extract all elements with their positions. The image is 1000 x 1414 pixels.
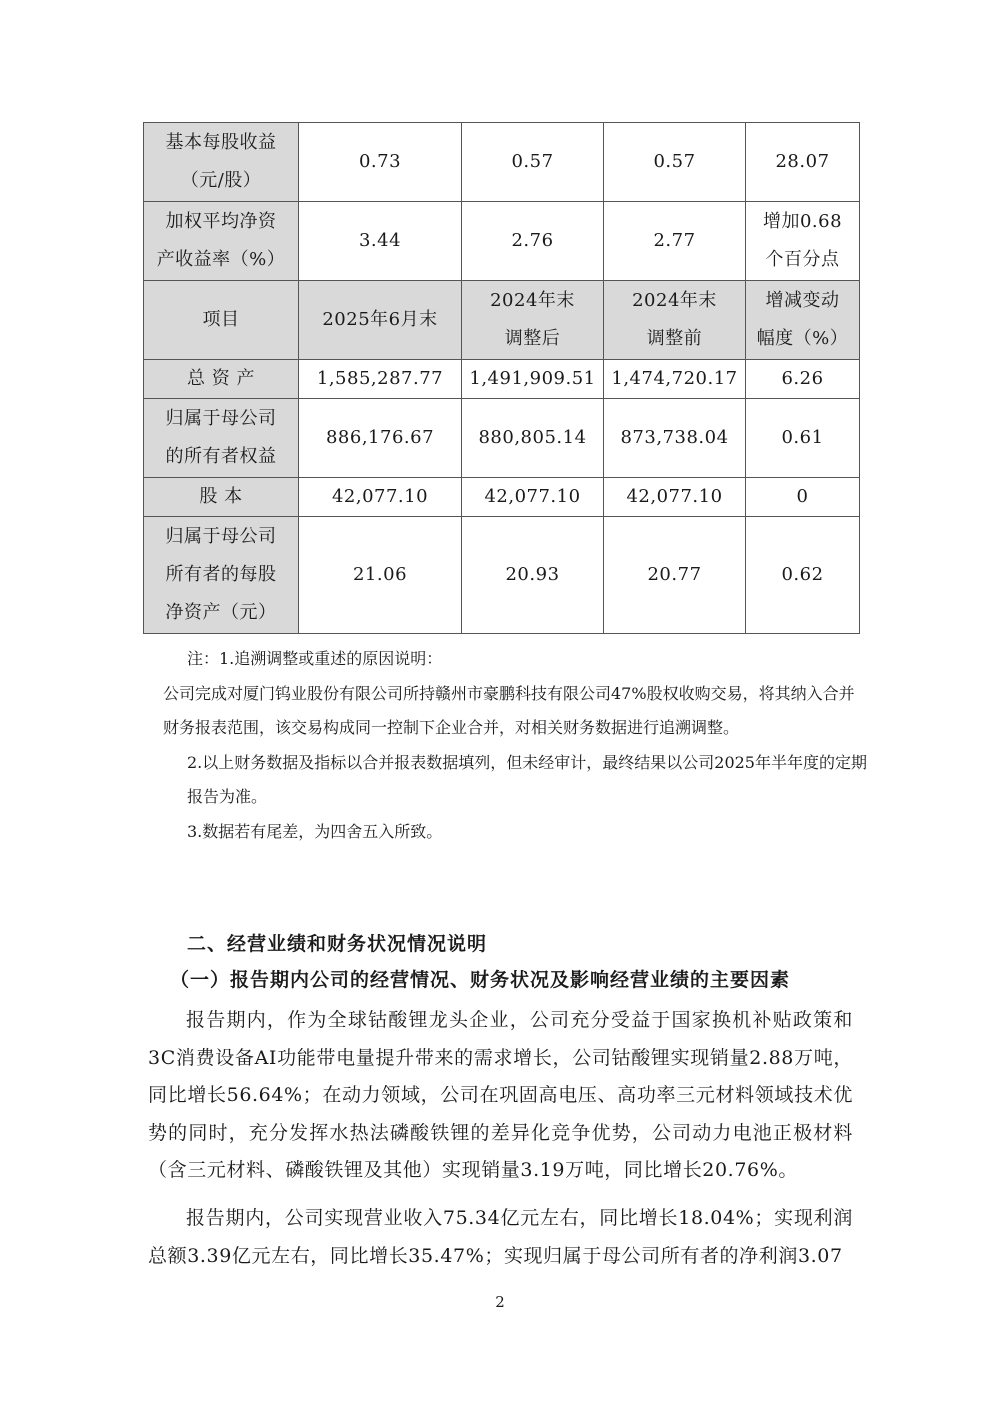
table-cell: 6.26 <box>746 360 860 399</box>
table-row <box>144 202 860 281</box>
note-2: 2.以上财务数据及指标以合并报表数据填列，但未经审计，最终结果以公司2025年半年度的定期报告为准。 <box>187 752 867 806</box>
table-cell: 0.62 <box>746 517 860 634</box>
table-cell: 28.07 <box>746 123 860 202</box>
paragraph-2: 报告期内，公司实现营业收入75.34亿元左右，同比增长18.04%；实现利润总额3.39亿元左右，同比增长35.47%；实现归属于母公司所有者的净利润3.07 <box>148 1207 853 1267</box>
header-col4: 增减变动 幅度（%） <box>746 281 860 360</box>
table-cell: 0.57 <box>604 123 746 202</box>
page-number: 2 <box>495 1293 505 1311</box>
row-label: 总 资 产 <box>144 360 299 399</box>
subsection-heading: （一）报告期内公司的经营情况、财务状况及影响经营业绩的主要因素 <box>170 969 791 991</box>
section-heading: 二、经营业绩和财务状况情况说明 <box>187 933 488 955</box>
table-cell: 3.44 <box>299 202 462 281</box>
table-cell: 42,077.10 <box>604 478 746 517</box>
header-col2: 2024年末 调整后 <box>462 281 604 360</box>
note-1-body: 公司完成对厦门钨业股份有限公司所持赣州市豪鹏科技有限公司47%股权收购交易，将其纳入合并财务报表范围，该交易构成同一控制下企业合并，对相关财务数据进行追溯调整。 <box>163 683 855 737</box>
header-col1: 2025年6月末 <box>299 281 462 360</box>
table-row <box>144 399 860 478</box>
table-cell: 2.76 <box>462 202 604 281</box>
table-cell: 1,491,909.51 <box>462 360 604 399</box>
table-cell: 1,474,720.17 <box>604 360 746 399</box>
table-cell: 20.77 <box>604 517 746 634</box>
note-1-title: 注：1.追溯调整或重述的原因说明： <box>187 649 443 668</box>
table-cell: 42,077.10 <box>462 478 604 517</box>
note-3: 3.数据若有尾差，为四舍五入所致。 <box>187 821 443 841</box>
table-cell: 42,077.10 <box>299 478 462 517</box>
table-cell: 0.73 <box>299 123 462 202</box>
table-row <box>144 360 860 399</box>
financial-data-table <box>143 122 860 634</box>
table-header-row <box>144 281 860 360</box>
table-cell: 1,585,287.77 <box>299 360 462 399</box>
table-cell: 0.61 <box>746 399 860 478</box>
table-cell: 873,738.04 <box>604 399 746 478</box>
table-cell: 0.57 <box>462 123 604 202</box>
table-cell: 886,176.67 <box>299 399 462 478</box>
row-label: 基本每股收益 （元/股） <box>144 123 299 202</box>
table-row <box>144 517 860 634</box>
table-notes <box>163 642 867 849</box>
table-cell: 20.93 <box>462 517 604 634</box>
header-item: 项目 <box>144 281 299 360</box>
row-label: 加权平均净资 产收益率（%） <box>144 202 299 281</box>
table-cell: 0 <box>746 478 860 517</box>
table-cell: 增加0.68 个百分点 <box>746 202 860 281</box>
table-row <box>144 123 860 202</box>
table-cell: 880,805.14 <box>462 399 604 478</box>
header-col3: 2024年末 调整前 <box>604 281 746 360</box>
table-row <box>144 478 860 517</box>
row-label: 归属于母公司 的所有者权益 <box>144 399 299 478</box>
row-label: 归属于母公司 所有者的每股 净资产（元） <box>144 517 299 634</box>
table-cell: 2.77 <box>604 202 746 281</box>
paragraph-1: 报告期内，作为全球钴酸锂龙头企业，公司充分受益于国家换机补贴政策和3C消费设备AI功能带电量提升带来的需求增长，公司钴酸锂实现销量2.88万吨，同比增长56.64%；在动力领域，公司在巩固高电压、高功率三元材料领域技术优势的同时，充分发挥水热法磷酸铁锂的差异化竞争优势，公司动力电池正极材料（含三元材料、磷酸铁锂及其他）实现销量3.19万吨，同比增长20.76%。 <box>148 1009 853 1181</box>
row-label: 股 本 <box>144 478 299 517</box>
table-cell: 21.06 <box>299 517 462 634</box>
